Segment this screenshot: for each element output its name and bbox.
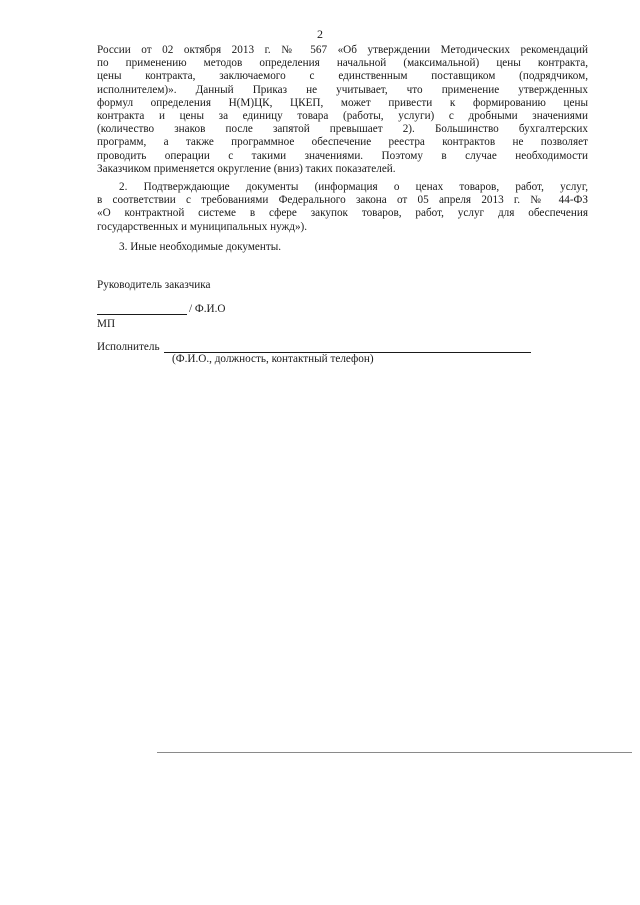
paragraph-line: «О контрактной системе в сфере закупок товаров, работ, услуг для обеспечения: [97, 207, 588, 220]
manager-signature-row: [97, 302, 226, 315]
stamp-place-label: МП: [97, 318, 116, 330]
paragraph-line: формул определения Н(М)ЦК, ЦКЕП, может привести к формированию цены: [97, 96, 588, 109]
paragraph-line: 2. Подтверждающие документы (информация о ценах товаров, работ, услуг,: [119, 181, 588, 193]
executor-hint: (Ф.И.О., должность, контактный телефон): [172, 353, 374, 365]
paragraph-line: программ, а также программное обеспечение реестра контрактов не позволяет: [97, 136, 588, 149]
paragraph-line: по применению методов определения начальной (максимальной) цены контракта,: [97, 57, 588, 70]
paragraph-line: исполнителем)». Данный Приказ не учитывает, что применение утвержденных: [97, 83, 588, 96]
paragraph-line: контракта и цены за единицу товара (работы, услуги) с дробными значениями: [97, 110, 588, 123]
executor-line: [164, 340, 531, 353]
paragraph-line: в соответствии с требованиями Федерального закона от 05 апреля 2013 г. № 44-ФЗ: [97, 194, 588, 207]
page-number: 2: [317, 27, 323, 41]
paragraph-line: (количество знаков после запятой превышает 2). Большинство бухгалтерских: [97, 123, 588, 136]
fio-label: / Ф.И.О: [189, 303, 226, 315]
bottom-divider: [157, 752, 632, 753]
paragraph-supporting-documents: [97, 181, 588, 234]
paragraph-line: государственных и муниципальных нужд»).: [97, 220, 308, 233]
paragraph-line: 3. Иные необходимые документы.: [119, 241, 282, 253]
paragraph-line: цены контракта, заключаемого с единственным поставщиком (подрядчиком,: [97, 70, 588, 83]
manager-label: Руководитель заказчика: [97, 279, 211, 291]
paragraph-line: Заказчиком применяется округление (вниз) таких показателей.: [97, 162, 396, 175]
executor-label: Исполнитель: [97, 341, 160, 353]
executor-row: [97, 340, 531, 353]
paragraph-other-documents: [97, 241, 588, 254]
paragraph-line: России от 02 октября 2013 г. № 567 «Об утверждении Методических рекомендаций: [97, 44, 588, 56]
signature-line: [97, 302, 187, 315]
paragraph-continuation: [97, 44, 588, 176]
paragraph-line: проводить операции с такими значениями. Поэтому в случае необходимости: [97, 149, 588, 162]
